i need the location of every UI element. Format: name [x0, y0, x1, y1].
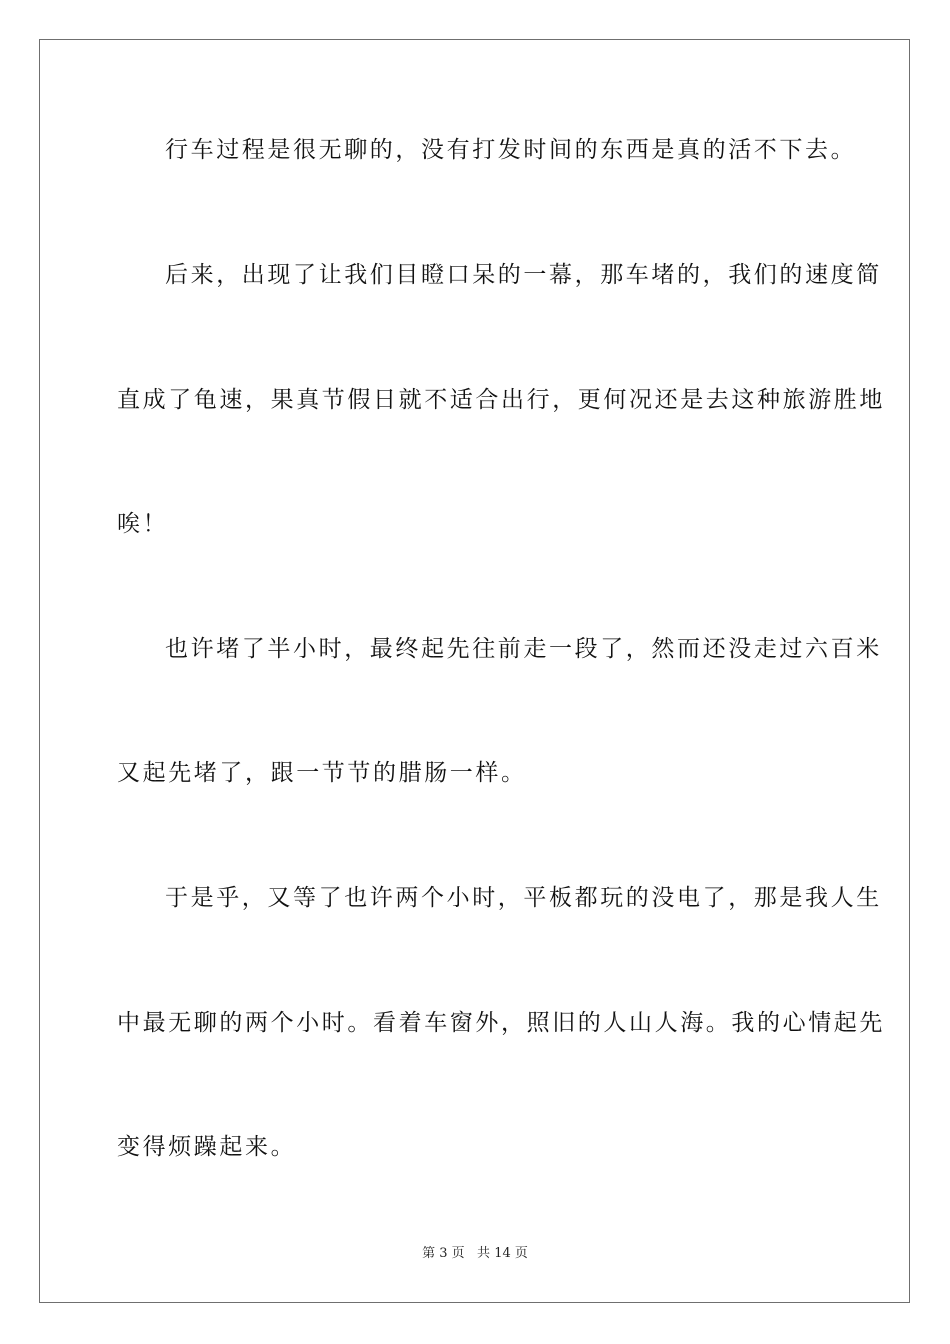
paragraph-line: 也许堵了半小时，最终起先往前走一段了，然而还没走过六百米	[165, 636, 882, 662]
paragraph-line: 又起先堵了，跟一节节的腊肠一样。	[117, 760, 527, 786]
paragraph-line: 中最无聊的两个小时。看着车窗外，照旧的人山人海。我的心情起先	[117, 1010, 885, 1036]
paragraph-line: 直成了龟速，果真节假日就不适合出行，更何况还是去这种旅游胜地	[117, 387, 885, 413]
paragraph-line: 于是乎，又等了也许两个小时，平板都玩的没电了，那是我人生	[165, 885, 882, 911]
paragraph-line: 行车过程是很无聊的，没有打发时间的东西是真的活不下去。	[165, 137, 857, 163]
paragraph-line: 唉！	[117, 511, 169, 537]
page-border	[39, 39, 910, 1303]
page-number-footer: 第 3 页 共 14 页	[422, 1246, 528, 1261]
paragraph-line: 变得烦躁起来。	[117, 1134, 297, 1160]
paragraph-line: 后来，出现了让我们目瞪口呆的一幕，那车堵的，我们的速度简	[165, 262, 882, 288]
